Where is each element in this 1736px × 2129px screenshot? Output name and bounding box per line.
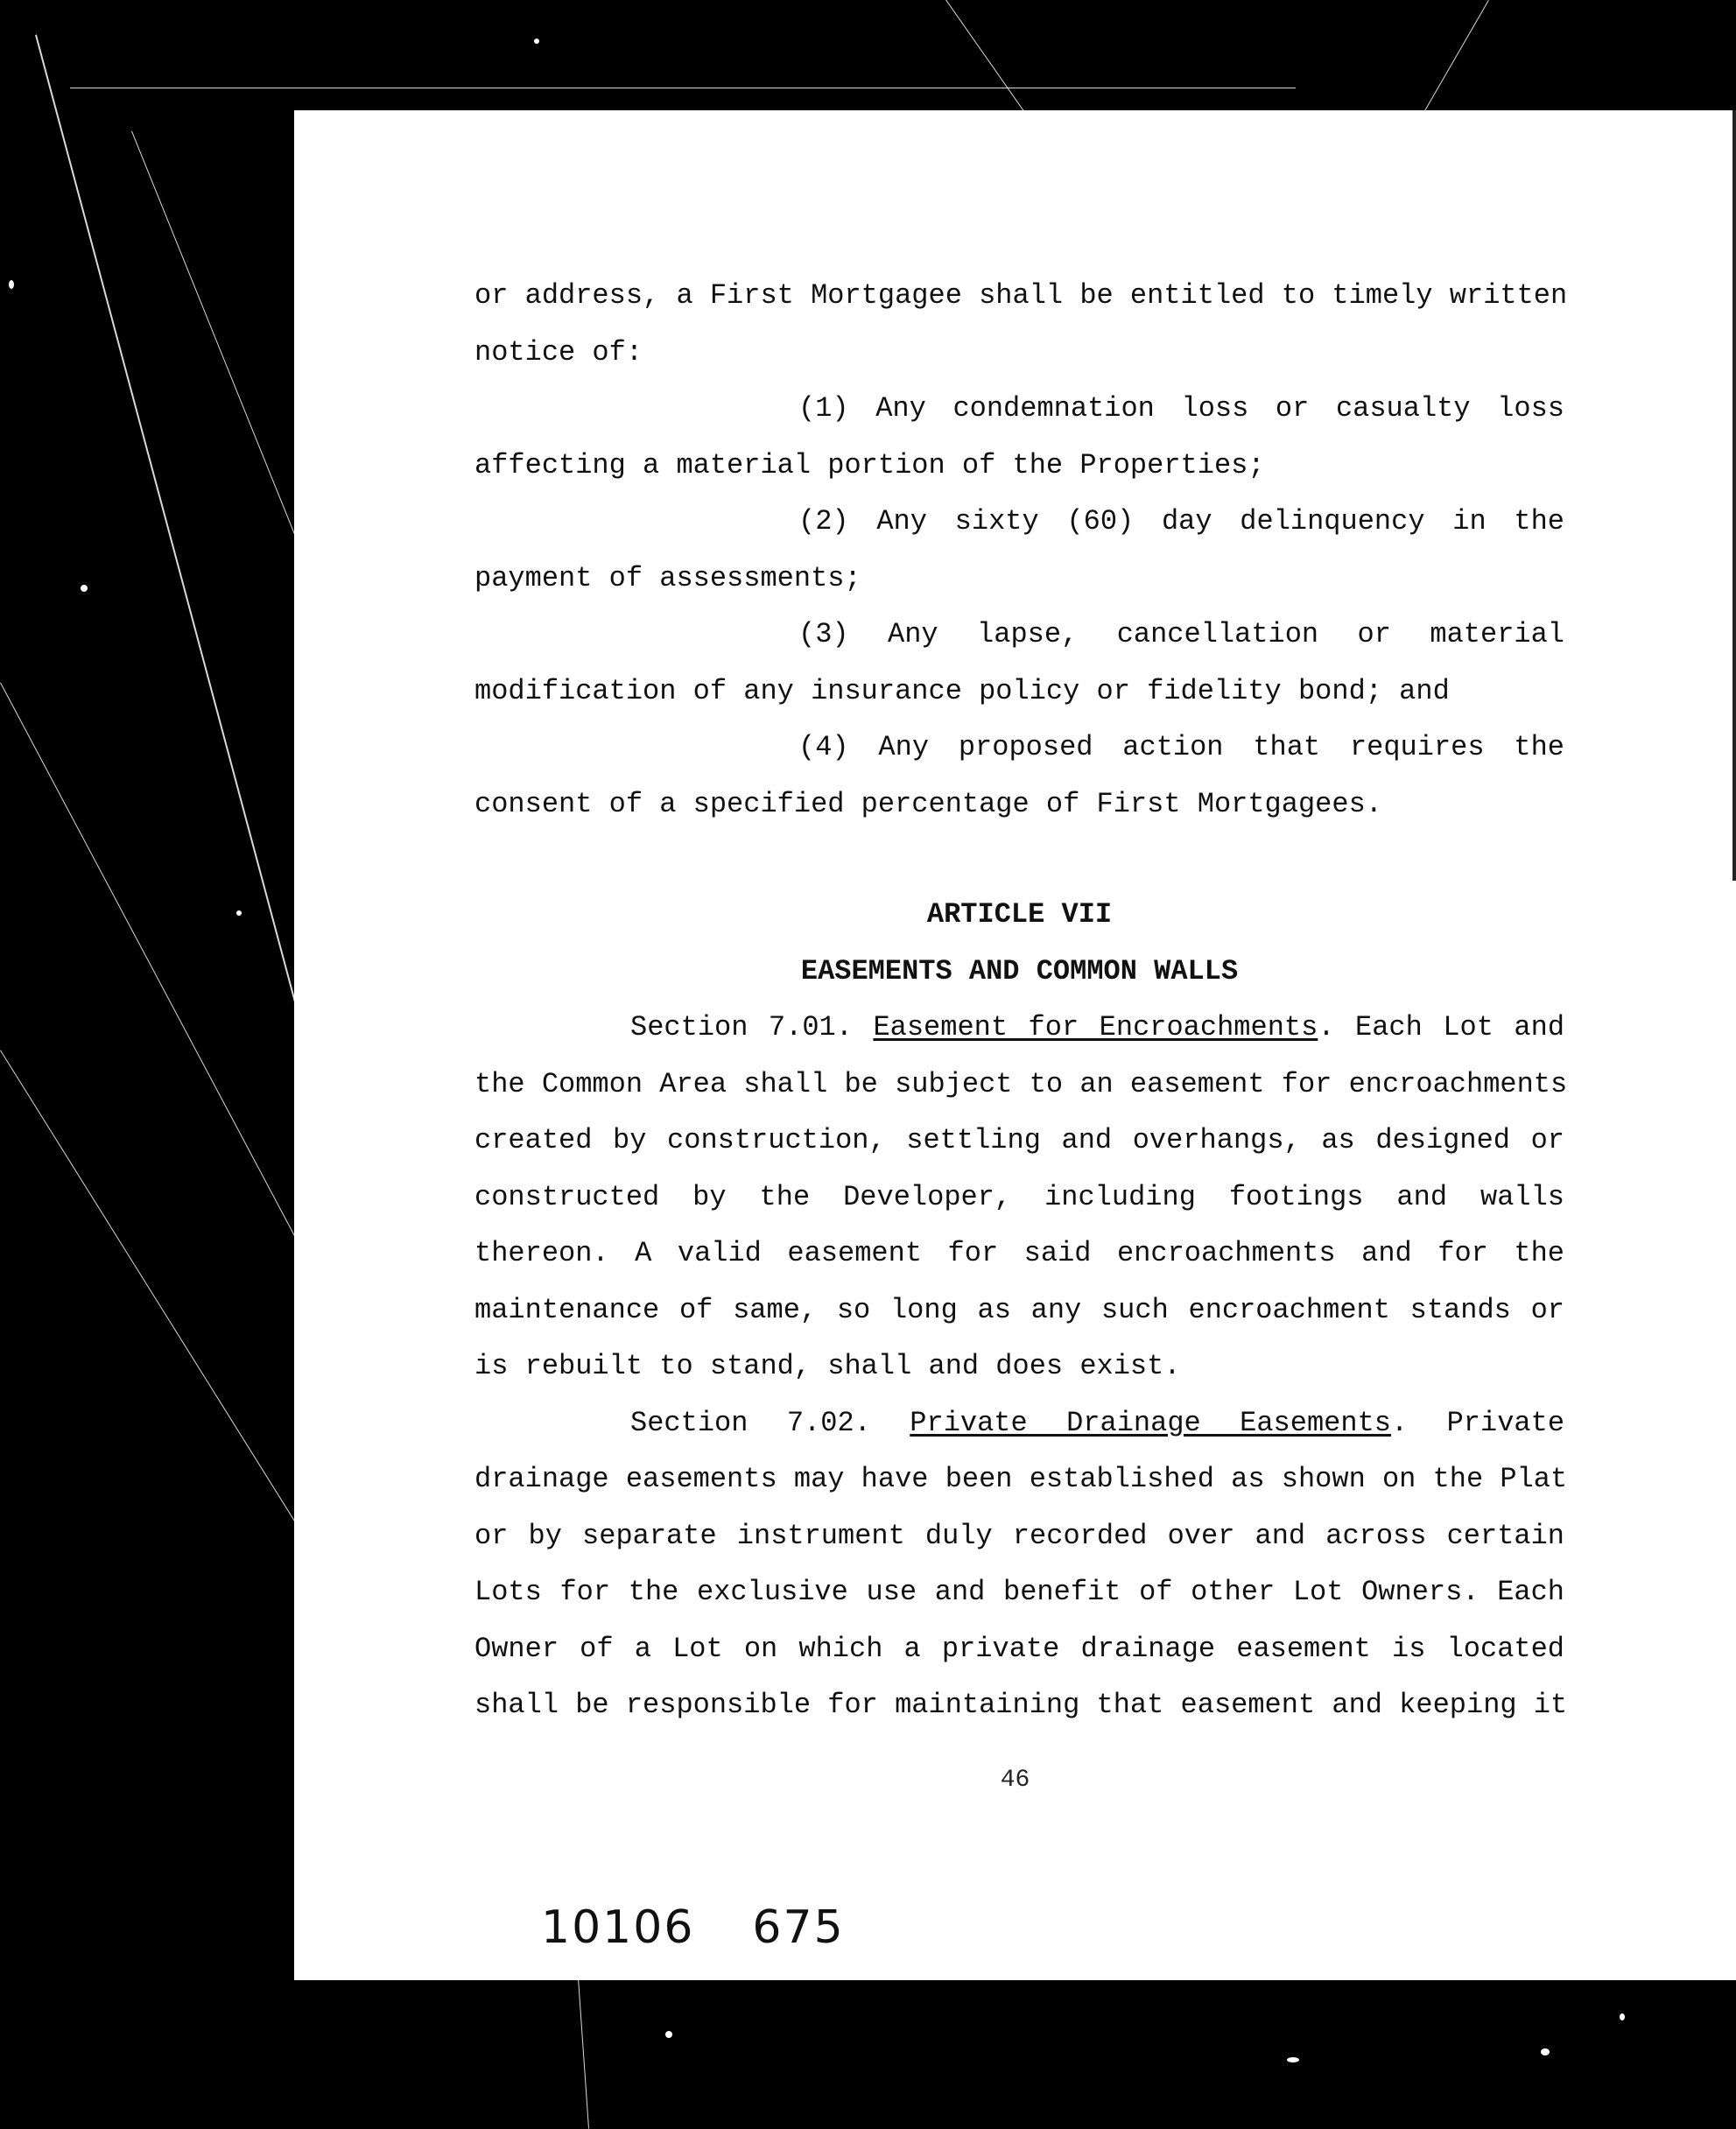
body-line: or by separate instrument duly recorded over and across certain [474,1519,1564,1552]
section-number: Section 7.01. [630,1011,853,1043]
stamp-page-number: 675 [752,1901,845,1954]
article-title: EASEMENTS AND COMMON WALLS [800,954,1239,987]
article-number: ARTICLE VII [926,898,1113,931]
body-line: thereon. A valid easement for said encroachments and for the [474,1237,1564,1269]
recording-stamp [541,1901,903,1954]
section-7-02-heading-line [474,1395,1564,1452]
document-body [474,268,1568,1734]
scan-speck [1620,2013,1625,2020]
body-line: notice of: [474,335,643,369]
body-line: Lots for the exclusive use and benefit of other Lot Owners. Each [474,1576,1564,1608]
scan-speck [1287,2057,1299,2062]
list-item-3: (3) Any lapse, cancellation or material [798,618,1564,650]
scan-speck [81,585,88,592]
section-lead-text: . Each Lot and [1318,1011,1565,1043]
section-lead-text: . Private [1390,1406,1565,1439]
scan-speck [534,39,539,44]
list-item-2: (2) Any sixty (60) day delinquency in the [798,505,1564,538]
list-item-4: (4) Any proposed action that requires the [798,731,1564,763]
section-7-01-heading-line [474,1000,1564,1057]
body-line: affecting a material portion of the Properties; [474,448,1265,481]
scan-speck [9,280,14,289]
body-line: maintenance of same, so long as any such encroachment stands or [474,1293,1564,1326]
stamp-book-number: 10106 [541,1901,695,1954]
scan-speck [1541,2048,1550,2055]
body-line: shall be responsible for maintaining that easement and keeping it [474,1689,1568,1721]
section-number: Section 7.02. [630,1406,871,1439]
body-line: payment of assessments; [474,561,861,594]
body-line: consent of a specified percentage of First Mortgagees. [474,787,1382,820]
scan-scratch [0,1050,326,1570]
section-heading: Private Drainage Easements [910,1406,1391,1439]
body-line: constructed by the Developer, including footings and walls [474,1180,1564,1213]
body-line: or address, a First Mortgagee shall be entitled to timely written [474,279,1568,312]
scan-scratch [578,1978,589,2129]
scan-speck [236,910,242,916]
section-heading: Easement for Encroachments [873,1011,1318,1043]
list-item-1: (1) Any condemnation loss or casualty loss [798,392,1564,425]
body-line: is rebuilt to stand, shall and does exist. [474,1350,1181,1382]
page-number: 46 [1000,1767,1030,1794]
body-line: the Common Area shall be subject to an easement for encroachments [474,1067,1568,1100]
body-line: Owner of a Lot on which a private drainage easement is located [474,1632,1564,1665]
document-page [294,110,1736,1980]
body-line: drainage easements may have been established as shown on the Plat [474,1463,1568,1495]
scan-speck [665,2031,672,2038]
body-line: created by construction, settling and overhangs, as designed or [474,1124,1564,1156]
body-line: modification of any insurance policy or fidelity bond; and [474,674,1450,707]
